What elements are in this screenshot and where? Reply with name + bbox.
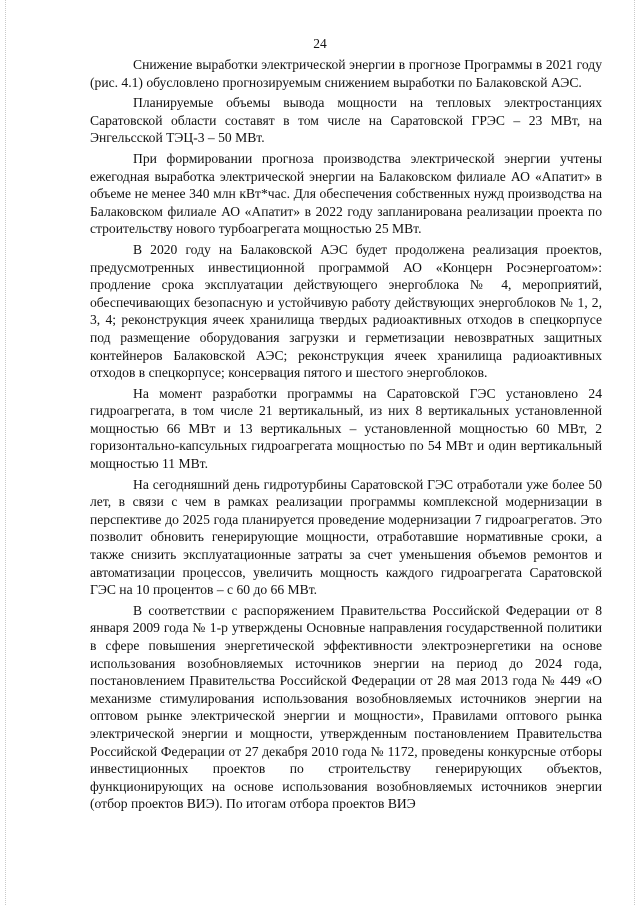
page-number: 24 <box>313 36 327 51</box>
paragraph-output-decline: Снижение выработки электрической энергии в прогнозе Программы в 2021 году (рис. 4.1) обусловлено прогнозируемым снижением выработки по Балаковской АЭС. <box>90 57 602 90</box>
paragraph-balakovo-npp: В 2020 году на Балаковской АЭС будет продолжена реализация проектов, предусмотренных инвестиционной программой АО «Концерн Росэнергоатом»: продление срока эксплуатации действующего энергоблока № 4, мероприятий, обеспечивающих безопасную и устойчивую работу действующих энергоблоков № 1, 2, 3, 4; реконструкция ячеек хранилища твердых радиоактивных отходов в спецкорпусе под размещение оборудования загрузки и герметизации невозвратных защитных контейнеров Балаковской АЭС; реконструкция ячеек хранилища радиоактивных отходов в спецкорпусе; консервация пятого и шестого энергоблоков. <box>90 241 602 381</box>
paragraph-apatit-generation: При формировании прогноза производства электрической энергии учтены ежегодная выработка электрической энергии на Балаковском филиале АО «Апатит» в объеме не менее 340 млн кВт*час. Для обеспечения собственных нужд производства на Балаковском филиале АО «Апатит» в 2022 году запланирована реализации проекта по строительству нового турбоагрегата мощностью 25 МВт. <box>90 150 602 237</box>
paragraph-renewables-policy: В соответствии с распоряжением Правительства Российской Федерации от 8 января 2009 года № 1-р утверждены Основные направления государственной политики в сфере повышения энергетической эффективности электроэнергетики на основе использования возобновляемых источников энергии на период до 2024 года, постановлением Правительства Российской Федерации от 28 мая 2013 года № 449 «О механизме стимулирования использования возобновляемых источников энергии на оптовом рынке электрической энергии и мощности», Правилами оптового рынка электрической энергии и мощности, утвержденным постановлением Правительства Российской Федерации от 27 декабря 2010 года № 1172, проведены конкурсные отборы инвестиционных проектов по строительству генерирующих объектов, функционирующих на основе использования возобновляемых источников энергии (отбор проектов ВИЭ). По итогам отбора проектов ВИЭ <box>90 602 602 812</box>
paragraph-capacity-withdrawal: Планируемые объемы вывода мощности на тепловых электростанциях Саратовской области составят в том числе на Саратовской ГРЭС – 23 МВт, на Энгельсской ТЭЦ-3 – 50 МВт. <box>90 95 602 146</box>
paragraph-saratov-hpp-units: На момент разработки программы на Саратовской ГЭС установлено 24 гидроагрегата, в том числе 21 вертикальный, из них 8 вертикальных установленной мощностью 66 МВт и 13 вертикальных – установленной мощностью 60 МВт, 2 горизонтально-капсульных гидроагрегата мощностью по 54 МВт и один вертикальный мощностью 11 МВт. <box>90 385 602 472</box>
left-margin-line <box>5 0 6 905</box>
right-margin-line <box>634 0 635 905</box>
paragraph-hpp-modernization: На сегодняшний день гидротурбины Саратовской ГЭС отработали уже более 50 лет, в связи с чем в рамках реализации программы комплексной модернизации в перспективе до 2025 года планируется проведение модернизации 7 гидроагрегатов. Это позволит обновить генерирующие мощности, отработавшие нормативные сроки, а также снизить эксплуатационные затраты за счет уменьшения объемов ремонтов и автоматизации процессов, увеличить мощность каждого гидроагрегата Саратовской ГЭС на 10 процентов – с 60 до 66 МВт. <box>90 476 602 598</box>
document-body <box>90 56 602 816</box>
